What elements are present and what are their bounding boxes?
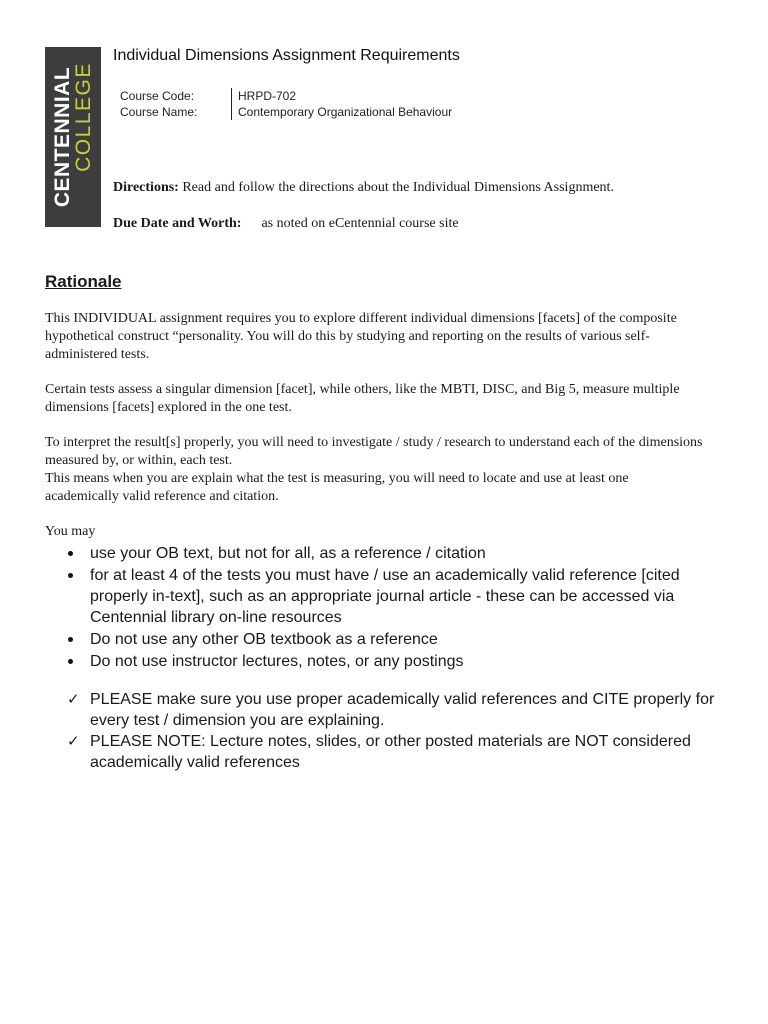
bullet-icon: [68, 573, 73, 578]
list-item-text: Do not use any other OB textbook as a reference: [90, 631, 438, 648]
document-title: Individual Dimensions Assignment Requirements: [113, 47, 460, 64]
list-item-text: PLEASE make sure you use proper academically valid references and CITE properly for every test / dimension you are explaining.: [90, 691, 715, 729]
course-name-label: Course Name:: [120, 105, 198, 119]
paragraph: To interpret the result[s] properly, you will need to investigate / study / research to understand each of the dimensions measured by, or within, each test.: [45, 435, 703, 468]
course-code-value: HRPD-702: [231, 88, 296, 104]
directions: [113, 180, 614, 196]
course-code-row: [120, 88, 452, 104]
bullet-icon: [68, 659, 73, 664]
rationale-heading: Rationale: [45, 272, 122, 291]
due-date-label: Due Date and Worth:: [113, 216, 242, 231]
logo-text-college: COLLEGE: [72, 62, 95, 172]
due-date-text: as noted on eCentennial course site: [261, 216, 459, 231]
list-item-text: Do not use instructor lectures, notes, or any postings: [90, 653, 464, 670]
checkmark-list: [60, 689, 720, 773]
list-item-text: PLEASE NOTE: Lecture notes, slides, or other posted materials are NOT considered academically valid references: [90, 733, 691, 771]
course-code-label: Course Code:: [120, 89, 195, 103]
list-item: [60, 651, 720, 672]
college-logo: [45, 47, 101, 227]
list-item: [60, 565, 720, 628]
list-item: [60, 543, 720, 564]
checkmark-icon: ✓: [67, 691, 80, 708]
logo-text-centennial: CENTENNIAL: [51, 66, 74, 208]
bullet-icon: [68, 551, 73, 556]
bullet-list: [60, 543, 720, 673]
directions-label: Directions:: [113, 180, 179, 195]
course-name-row: [120, 104, 452, 120]
course-name-value: Contemporary Organizational Behaviour: [231, 104, 452, 120]
list-item-text: use your OB text, but not for all, as a reference / citation: [90, 545, 486, 562]
paragraph: This INDIVIDUAL assignment requires you to explore different individual dimensions [facets] of the composite hypothetical construct “personality. You will do this by studying and reporting on the results of various self-administered tests.: [45, 311, 677, 362]
list-item: [60, 731, 720, 773]
list-item: [60, 689, 720, 731]
list-item: [60, 629, 720, 650]
you-may-label: You may: [45, 524, 96, 539]
directions-text: Read and follow the directions about the Individual Dimensions Assignment.: [178, 180, 614, 195]
due-date: [113, 216, 459, 232]
paragraph: This means when you are explain what the test is measuring, you will need to locate and use at least one academically valid reference and citation.: [45, 471, 629, 504]
course-info: [120, 88, 452, 120]
bullet-icon: [68, 637, 73, 642]
checkmark-icon: ✓: [67, 733, 80, 750]
paragraph: Certain tests assess a singular dimension [facet], while others, like the MBTI, DISC, and Big 5, measure multiple dimensions [facets] explored in the one test.: [45, 382, 680, 415]
list-item-text: for at least 4 of the tests you must have / use an academically valid reference [cited properly in-text], such as an appropriate journal article - these can be accessed via Centennial library on-line resources: [90, 567, 680, 626]
